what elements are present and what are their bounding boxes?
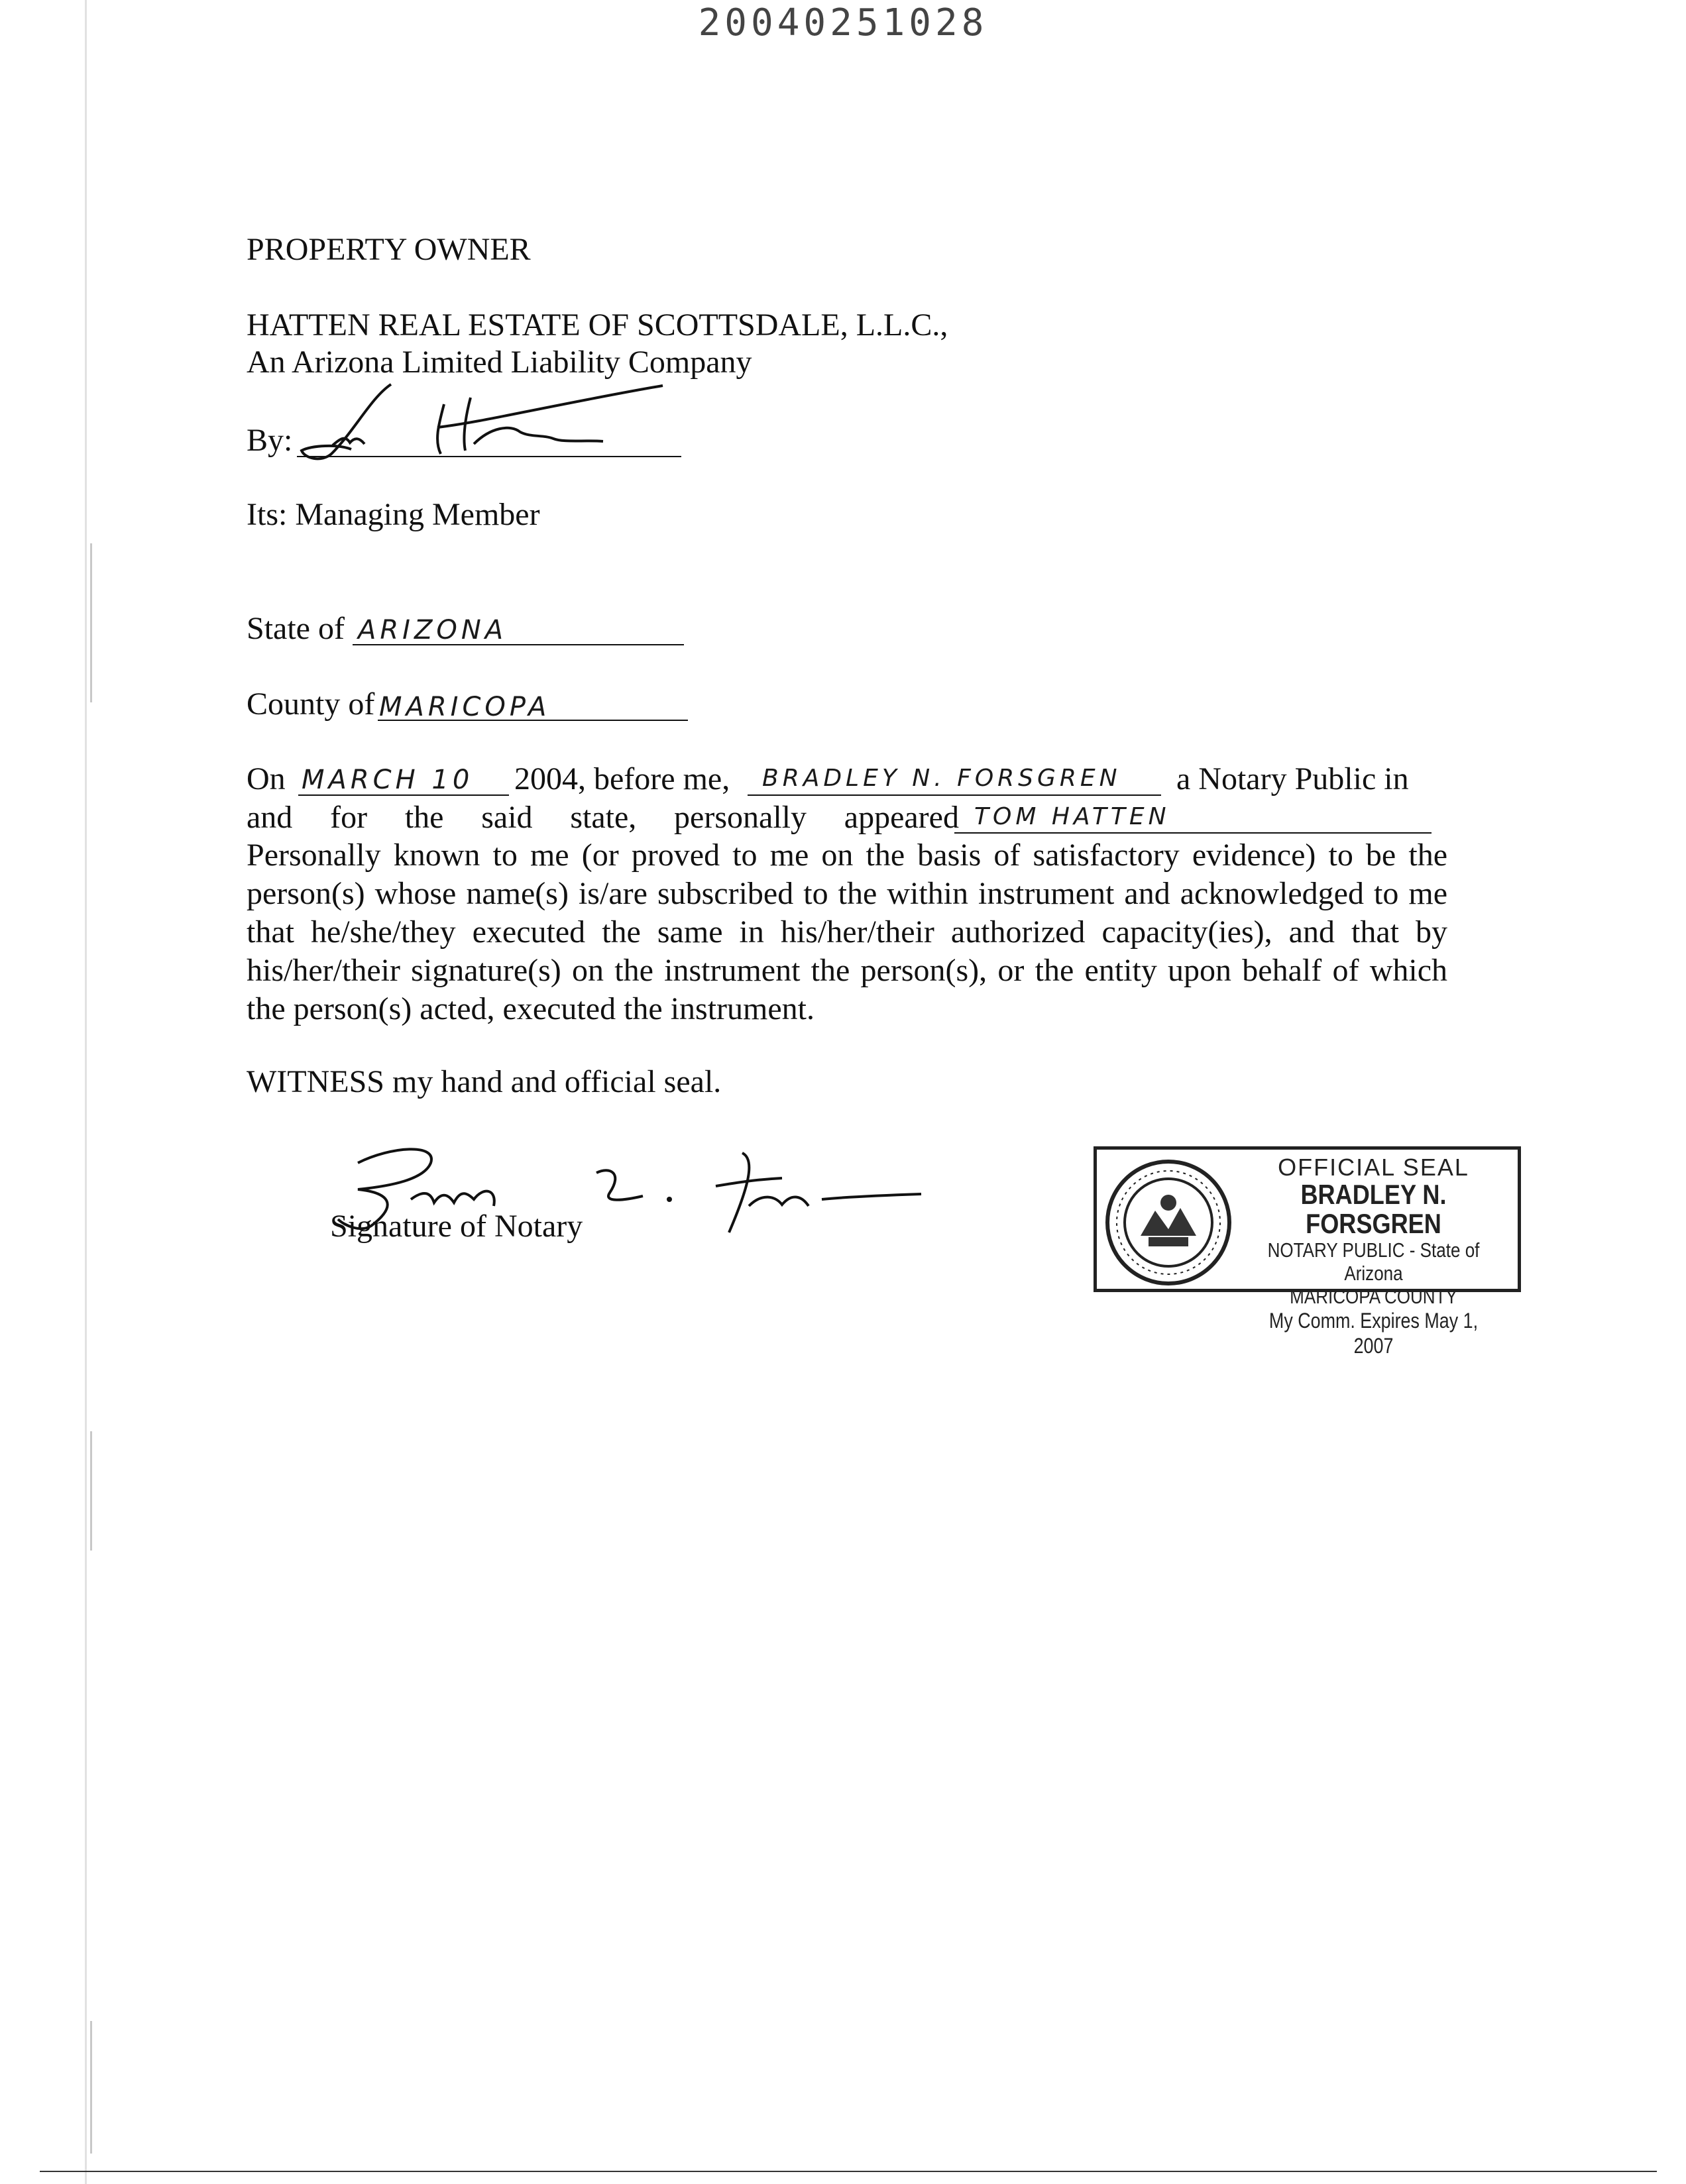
word: and bbox=[247, 800, 293, 835]
seal-notary-name: BRADLEY N. FORSGREN bbox=[1300, 1179, 1447, 1239]
state-seal-emblem-icon bbox=[1102, 1156, 1235, 1289]
word: the bbox=[404, 800, 444, 835]
state-value: ARIZONA bbox=[358, 615, 508, 645]
word: appeared bbox=[844, 800, 959, 835]
company-type: An Arizona Limited Liability Company bbox=[247, 345, 752, 380]
scan-edge-line bbox=[85, 0, 87, 2184]
scan-edge-line bbox=[90, 2021, 92, 2154]
official-seal-stamp bbox=[1094, 1146, 1521, 1358]
notary-name-value: BRADLEY N. FORSGREN bbox=[762, 765, 1121, 792]
its-title: Its: Managing Member bbox=[247, 497, 540, 532]
date-value: MARCH 10 bbox=[302, 765, 474, 795]
word: for bbox=[330, 800, 368, 835]
seal-jurisdiction: NOTARY PUBLIC - State of Arizona bbox=[1267, 1238, 1480, 1285]
state-label: State of bbox=[247, 611, 345, 646]
signature-of-notary-label: Signature of Notary bbox=[330, 1209, 583, 1244]
scan-edge-line bbox=[90, 543, 92, 702]
witness-text: WITNESS my hand and official seal. bbox=[247, 1064, 722, 1099]
notary-role-text: a Notary Public in bbox=[1176, 761, 1409, 796]
property-owner-heading: PROPERTY OWNER bbox=[247, 232, 531, 267]
scan-edge-line bbox=[90, 1431, 92, 1551]
seal-title: OFFICIAL SEAL bbox=[1278, 1154, 1469, 1181]
recording-number: 20040251028 bbox=[698, 1, 988, 44]
seal-expiration: My Comm. Expires May 1, 2007 bbox=[1268, 1309, 1479, 1358]
year-text: 2004, before me, bbox=[514, 761, 730, 796]
company-name: HATTEN REAL ESTATE OF SCOTTSDALE, L.L.C., bbox=[247, 307, 948, 343]
word: said bbox=[481, 800, 533, 835]
county-label: County of bbox=[247, 686, 375, 722]
appeared-value: TOM HATTEN bbox=[974, 803, 1170, 830]
word: state, bbox=[570, 800, 637, 835]
scan-bottom-line bbox=[40, 2171, 1657, 2172]
owner-signature bbox=[292, 371, 676, 470]
appeared-underline bbox=[954, 832, 1432, 834]
word: personally bbox=[674, 800, 807, 835]
county-value: MARICOPA bbox=[379, 692, 551, 722]
acknowledgment-paragraph: Personally known to me (or proved to me on the basis of satisfactory evidence) to be the person(s) whose name(s) is/are subscribed to the within instrument and acknowledged to me that he/she/they executed the same in his/her/their authorized capacity(ies), and that by his/her/their signature(s) on the instrument the person(s), or the entity upon behalf of which the person(s) acted, executed the instrument. bbox=[247, 838, 1447, 1026]
on-label: On bbox=[247, 761, 286, 796]
notary-name-underline bbox=[748, 794, 1161, 796]
appeared-line bbox=[247, 798, 959, 837]
seal-text bbox=[1229, 1155, 1518, 1358]
by-label: By: bbox=[247, 423, 293, 458]
seal-county: MARICOPA COUNTY bbox=[1290, 1285, 1457, 1308]
